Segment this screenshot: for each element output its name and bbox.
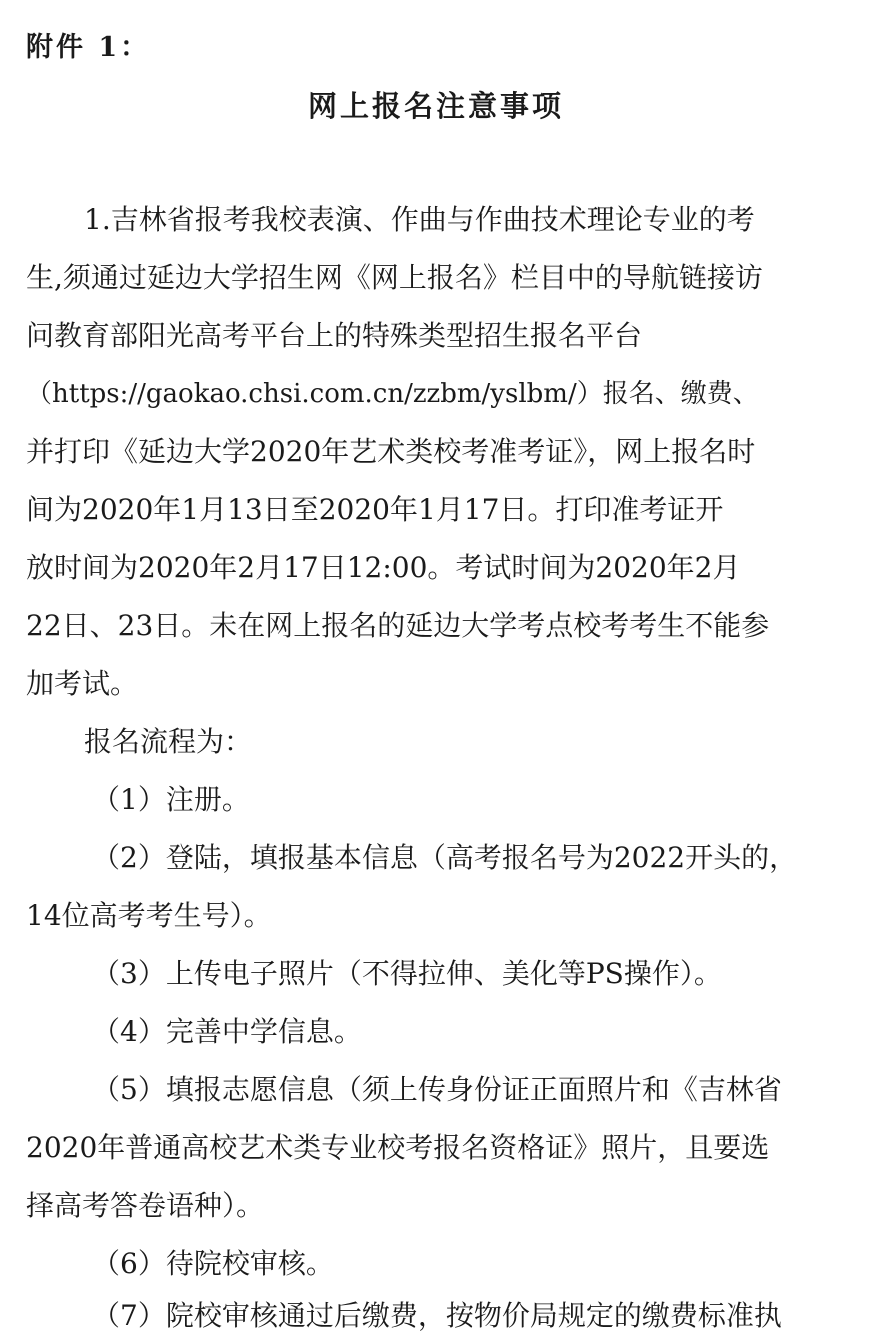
step-7: （7）院校审核通过后缴费，按物价局规定的缴费标准执 <box>92 1299 782 1332</box>
page-title: 网上报名注意事项 <box>307 89 564 123</box>
step-5-continued: 择高考答卷语种）。 <box>26 1189 265 1222</box>
paragraph-line: 22日、23日。未在网上报名的延边大学考点校考考生不能参 <box>26 609 770 642</box>
paragraph-line: 并打印《延边大学2020年艺术类校考准考证》，网上报名时 <box>26 435 756 468</box>
step-6: （6）待院校审核。 <box>92 1247 334 1280</box>
process-heading: 报名流程为： <box>84 725 253 758</box>
paragraph-line: 1.吉林省报考我校表演、作曲与作曲技术理论专业的考 <box>84 203 755 236</box>
paragraph-line: 加考试。 <box>26 667 139 700</box>
attachment-label: 附件 1： <box>26 32 151 63</box>
paragraph-line: 生,须通过延边大学招生网《网上报名》栏目中的导航链接访 <box>26 261 763 294</box>
paragraph-line-url: （https://gaokao.chsi.com.cn/zzbm/yslbm/）报名、缴费、 <box>26 379 759 409</box>
step-5-continued: 2020年普通高校艺术类专业校考报名资格证》照片，且要选 <box>26 1131 770 1164</box>
step-4: （4）完善中学信息。 <box>92 1015 362 1048</box>
paragraph-line: 问教育部阳光高考平台上的特殊类型招生报名平台 <box>26 319 643 352</box>
step-1: （1）注册。 <box>92 783 250 816</box>
step-5: （5）填报志愿信息（须上传身份证正面照片和《吉林省 <box>92 1073 782 1106</box>
paragraph-line: 间为2020年1月13日至2020年1月17日。打印准考证开 <box>26 493 724 526</box>
step-2: （2）登陆，填报基本信息（高考报名号为2022开头的， <box>92 841 798 874</box>
step-2-continued: 14位高考考生号）。 <box>26 899 272 932</box>
step-3: （3）上传电子照片（不得拉伸、美化等PS操作）。 <box>92 957 722 990</box>
paragraph-line: 放时间为2020年2月17日12:00。考试时间为2020年2月 <box>26 551 741 584</box>
